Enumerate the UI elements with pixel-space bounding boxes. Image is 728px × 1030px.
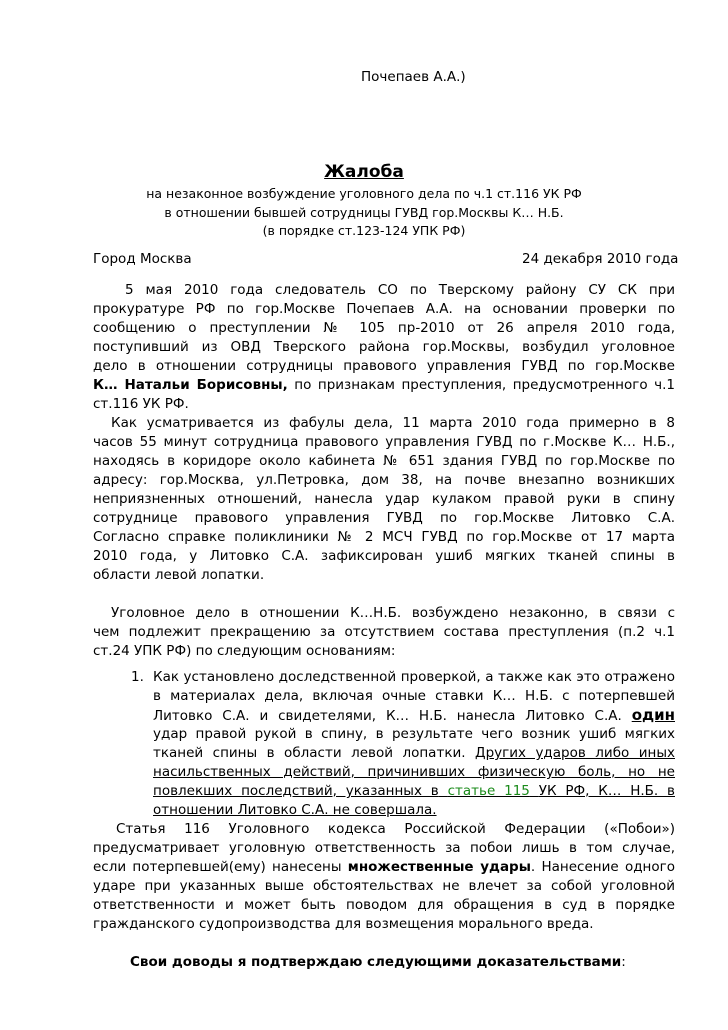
paragraph-1-line: ст.116 УК РФ. — [93, 396, 189, 412]
document-date: 24 декабря 2010 года — [522, 251, 679, 267]
paragraph-2-line: находясь в коридоре около кабинета № 651 здания ГУВД по гор.Москве по — [93, 453, 675, 469]
list-item-line-underlined: насильственных действий, причинивших физическую боль, но не — [153, 764, 675, 780]
document-title: Жалоба — [324, 162, 404, 182]
paragraph-3-line: ст.24 УПК РФ) по следующим основаниям: — [93, 643, 396, 659]
closing-colon: : — [621, 954, 626, 970]
list-item-line: в материалах дела, включая очные ставки К… Н.Б. с потерпевшей — [153, 688, 675, 704]
paragraph-3-line: Уголовное дело в отношении К…Н.Б. возбуждено незаконно, в связи с — [111, 605, 675, 621]
list-item-line-underlined: отношении Литовко С.А. не совершала. — [153, 802, 437, 818]
paragraph-3-line: чем подлежит прекращению за отсутствием состава преступления (п.2 ч.1 — [93, 624, 675, 640]
list-item-line-link — [153, 782, 675, 801]
list-number: 1. — [131, 669, 144, 685]
top-line-investigator: Почепаев А.А.) — [361, 69, 466, 85]
city: Город Москва — [93, 251, 192, 267]
closing-line — [130, 953, 626, 972]
paragraph-4-line: ударе при указанных выше обстоятельствах не влечет за собой уголовной — [93, 878, 675, 894]
paragraph-1-line: сообщению о преступлении № 105 пр-2010 от 26 апреля 2010 года, — [93, 320, 675, 336]
list-item-line-emph — [153, 706, 675, 725]
paragraph-1-line-rest: по признакам преступления, предусмотренного ч.1 — [287, 377, 675, 393]
paragraph-2-line: неприязненных отношений, нанесла удар кулаком правой руки в спину — [93, 491, 675, 507]
paragraph-1-line: 5 мая 2010 года следователь СО по Тверскому району СУ СК при — [125, 282, 675, 298]
paragraph-4-text: если потерпевшей(ему) нанесены — [93, 859, 342, 875]
paragraph-1-line-name — [93, 376, 675, 395]
article-115-link[interactable]: статье 115 — [447, 783, 530, 799]
paragraph-2-line: адресу: гор.Москва, ул.Петровка, дом 38, на почве внезапно возникших — [93, 472, 675, 488]
paragraph-1-line: прокуратуре РФ по гор.Москве Почепаев А.А. на основании проверки по — [93, 301, 675, 317]
underlined-text: Других ударов либо иных — [475, 745, 675, 761]
paragraph-4-line: ответственности и может быть поводом для обращения в суд в порядке — [93, 897, 675, 913]
list-item-text: тканей спины в области левой лопатки. — [153, 745, 466, 761]
paragraph-2-line: области левой лопатки. — [93, 567, 265, 583]
list-item-line: удар правой рукой в спину, в результате чего возник ушиб мягких — [153, 726, 675, 742]
paragraph-1-line: поступивший из ОВД Тверского района гор.Москвы, возбудил уголовное — [93, 339, 675, 355]
paragraph-4-line: Статья 116 Уголовного кодекса Российской Федерации («Побои») — [116, 821, 675, 837]
accused-name: К… Натальи Борисовны, — [93, 377, 288, 393]
paragraph-1-line: дело в отношении сотрудницы правового управления ГУВД по гор.Москве — [93, 358, 675, 374]
title-subline-2: в отношении бывшей сотрудницы ГУВД гор.Москвы К… Н.Б. — [164, 205, 564, 220]
paragraph-4-text: . Нанесение одного — [530, 859, 675, 875]
list-item-line: Как установлено доследственной проверкой, а также как это отражено — [153, 669, 675, 685]
paragraph-2-line: сотруднице правового управления ГУВД по гор.Москве Литовко С.А. — [93, 510, 675, 526]
emphasis-one: один — [631, 706, 675, 724]
paragraph-4-line: предусматривает уголовную ответственность за побои лишь в том случае, — [93, 840, 675, 856]
multiple-blows: множественные удары — [347, 859, 531, 875]
title-subline-1: на незаконное возбуждение уголовного дела по ч.1 ст.116 УК РФ — [146, 186, 582, 201]
list-item-text: Литовко С.А. и свидетелями, К… Н.Б. нанесла Литовко С.А. — [153, 708, 622, 724]
paragraph-4-line: гражданского судопроизводства для возмещения морального вреда. — [93, 916, 594, 932]
paragraph-2-line: Согласно справке поликлиники № 2 МСЧ ГУВД по гор.Москве от 17 марта — [93, 529, 675, 545]
title-subline-3: (в порядке ст.123-124 УПК РФ) — [262, 223, 466, 238]
paragraph-2-line: Как усматривается из фабулы дела, 11 марта 2010 года примерно в 8 — [111, 415, 675, 431]
paragraph-2-line: часов 55 минут сотрудница правового управления ГУВД по г.Москве К… Н.Б., — [93, 434, 675, 450]
list-item-line-underline — [153, 744, 675, 763]
list-item-text: УК РФ, К… Н.Б. в — [538, 783, 675, 799]
paragraph-4-line-bold — [93, 858, 675, 877]
list-item-text: повлекших последствий, указанных в — [153, 783, 439, 799]
paragraph-2-line: 2010 года, у Литовко С.А. зафиксирован ушиб мягких тканей спины в — [93, 548, 675, 564]
closing-text: Свои доводы я подтверждаю следующими доказательствами — [130, 954, 622, 970]
